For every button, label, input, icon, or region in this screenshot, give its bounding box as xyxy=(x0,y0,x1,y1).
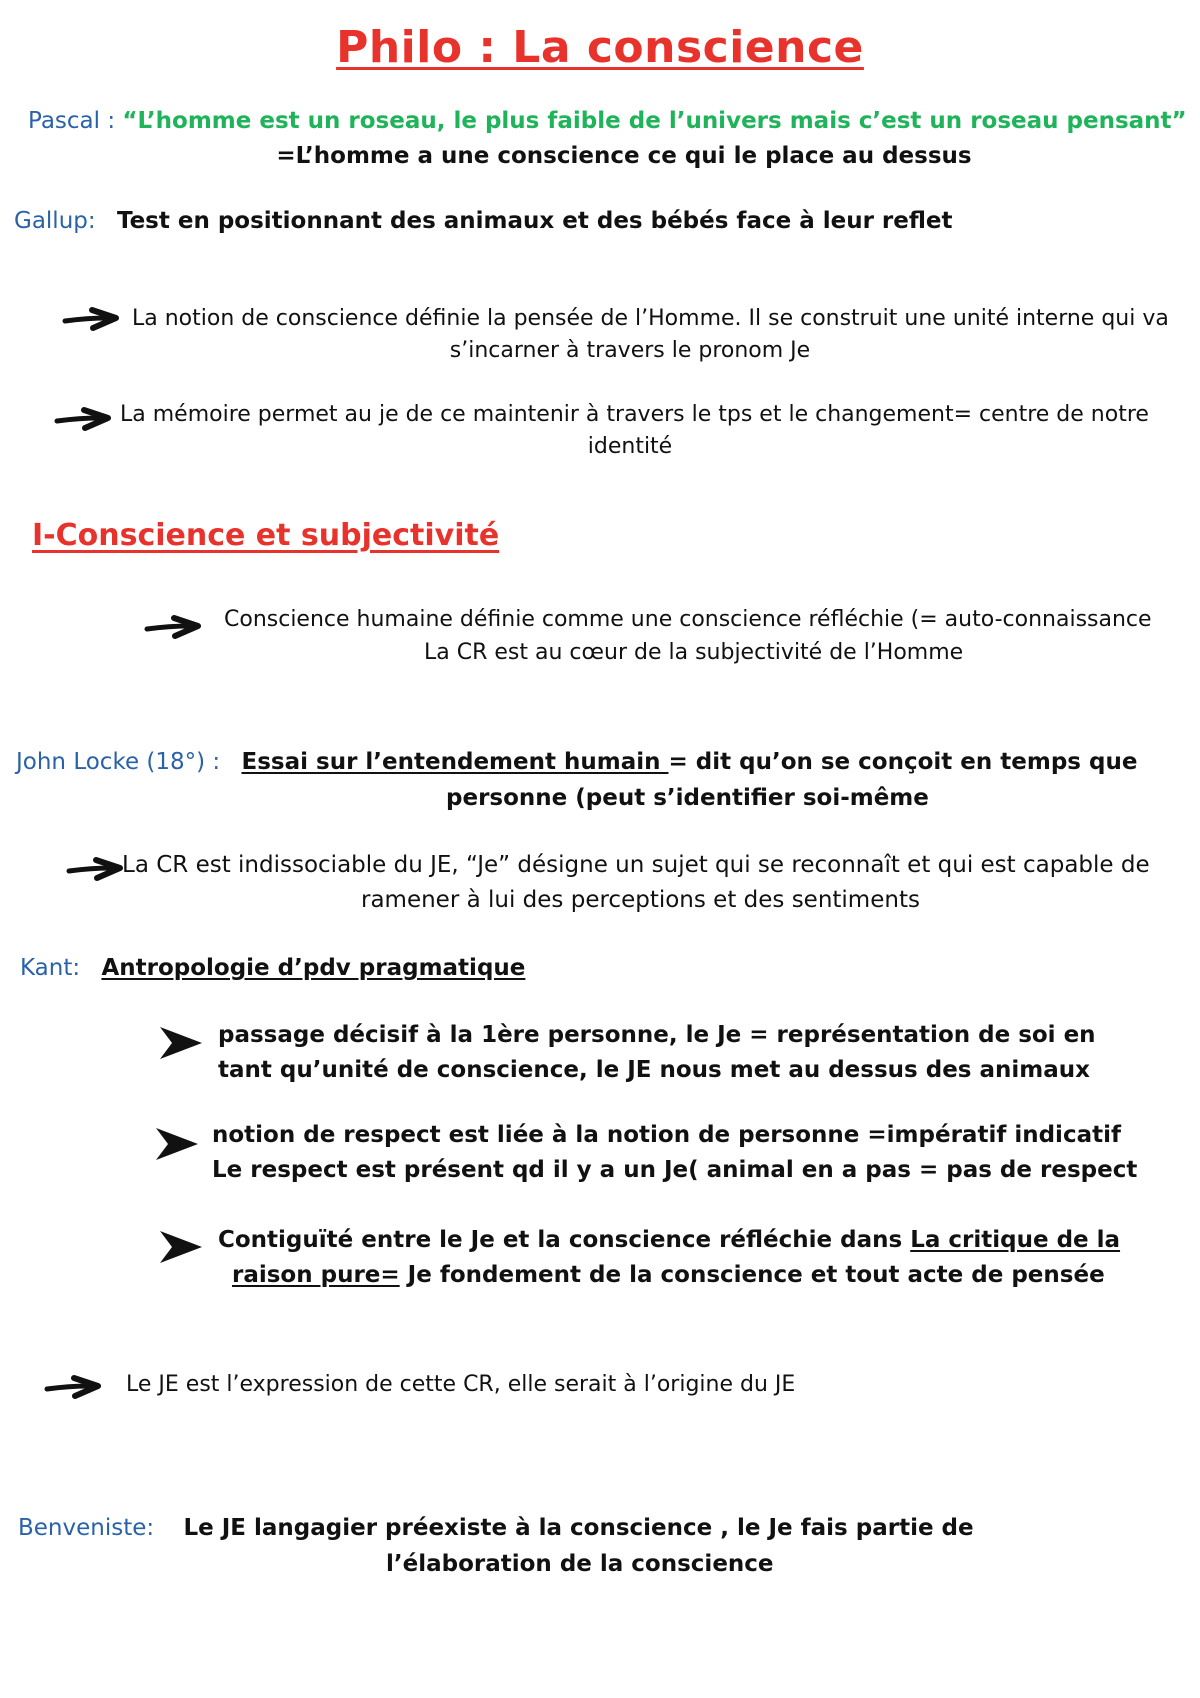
arrow-icon xyxy=(44,1374,102,1400)
kant-conclusion: Le JE est l’expression de cette CR, elle serait à l’origine du JE xyxy=(126,1372,796,1397)
benveniste-label: Benveniste: xyxy=(18,1515,155,1541)
intro-point-2-line-1: La mémoire permet au je de ce maintenir à travers le tps et le changement= centre de notre xyxy=(120,402,1149,427)
intro-point-2-line-2: identité xyxy=(587,434,673,459)
critique-work-title-end: raison pure= xyxy=(232,1262,400,1288)
arrow-icon xyxy=(144,614,202,640)
kant-line xyxy=(20,955,525,981)
locke-line xyxy=(16,749,1137,775)
locke-text-2: personne (peut s’identifier soi-même xyxy=(446,785,929,811)
gallup-text: Test en positionnant des animaux et des bébés face à leur reflet xyxy=(116,208,953,234)
kant-point-3-line-2 xyxy=(232,1262,1105,1288)
benveniste-text-2: l’élaboration de la conscience xyxy=(386,1551,774,1577)
kant-label: Kant: xyxy=(20,955,81,981)
section1-point-line-2: La CR est au cœur de la subjectivité de l’Homme xyxy=(424,640,964,665)
arrow-icon xyxy=(66,856,124,882)
gallup-line xyxy=(14,208,953,234)
locke-text-1: = dit qu’on se conçoit en temps que xyxy=(668,749,1138,775)
pascal-line xyxy=(28,108,1187,134)
locke-point-line-2: ramener à lui des perceptions et des sentiments xyxy=(361,887,920,913)
kant-point-1-line-2: tant qu’unité de conscience, le JE nous met au dessus des animaux xyxy=(218,1057,1090,1083)
kant-work-title: Antropologie d’pdv pragmatique xyxy=(101,955,526,981)
locke-work-title: Essai sur l’entendement humain xyxy=(241,749,669,775)
intro-point-1-line-1: La notion de conscience définie la pensée de l’Homme. Il se construit une unité interne qui va xyxy=(132,306,1169,331)
pascal-quote: “L’homme est un roseau, le plus faible de l’univers mais c’est un roseau pensant” xyxy=(122,108,1187,134)
pascal-label: Pascal : xyxy=(28,108,123,134)
section-heading: I-Conscience et subjectivité xyxy=(32,518,500,553)
contiguity-text: Contiguïté entre le Je et la conscience réfléchie dans xyxy=(218,1227,911,1253)
kant-point-3-line-1 xyxy=(218,1227,1120,1253)
page-title: Philo : La conscience xyxy=(336,22,864,73)
kant-point-1-line-1: passage décisif à la 1ère personne, le Je = représentation de soi en xyxy=(218,1022,1096,1048)
pascal-explanation: =L’homme a une conscience ce qui le place au dessus xyxy=(276,143,972,169)
kant-point-2-line-2: Le respect est présent qd il y a un Je( animal en a pas = pas de respect xyxy=(212,1157,1138,1183)
locke-label: John Locke (18°) : xyxy=(16,749,221,775)
chevron-right-icon xyxy=(152,1124,200,1164)
contiguity-after: Je fondement de la conscience et tout acte de pensée xyxy=(399,1262,1105,1288)
section1-point-line-1: Conscience humaine définie comme une conscience réfléchie (= auto-connaissance xyxy=(224,607,1152,632)
chevron-right-icon xyxy=(156,1227,204,1267)
chevron-right-icon xyxy=(156,1023,204,1063)
arrow-icon xyxy=(62,306,120,332)
kant-point-2-line-1: notion de respect est liée à la notion de personne =impératif indicatif xyxy=(212,1122,1121,1148)
critique-work-title: La critique de la xyxy=(910,1227,1121,1253)
benveniste-line xyxy=(18,1515,974,1541)
intro-point-1-line-2: s’incarner à travers le pronom Je xyxy=(449,338,811,363)
locke-point-line-1: La CR est indissociable du JE, “Je” désigne un sujet qui se reconnaît et qui est capable de xyxy=(122,852,1150,878)
arrow-icon xyxy=(54,406,112,432)
gallup-label: Gallup: xyxy=(14,208,96,234)
benveniste-text-1: Le JE langagier préexiste à la conscience , le Je fais partie de xyxy=(183,1515,974,1541)
